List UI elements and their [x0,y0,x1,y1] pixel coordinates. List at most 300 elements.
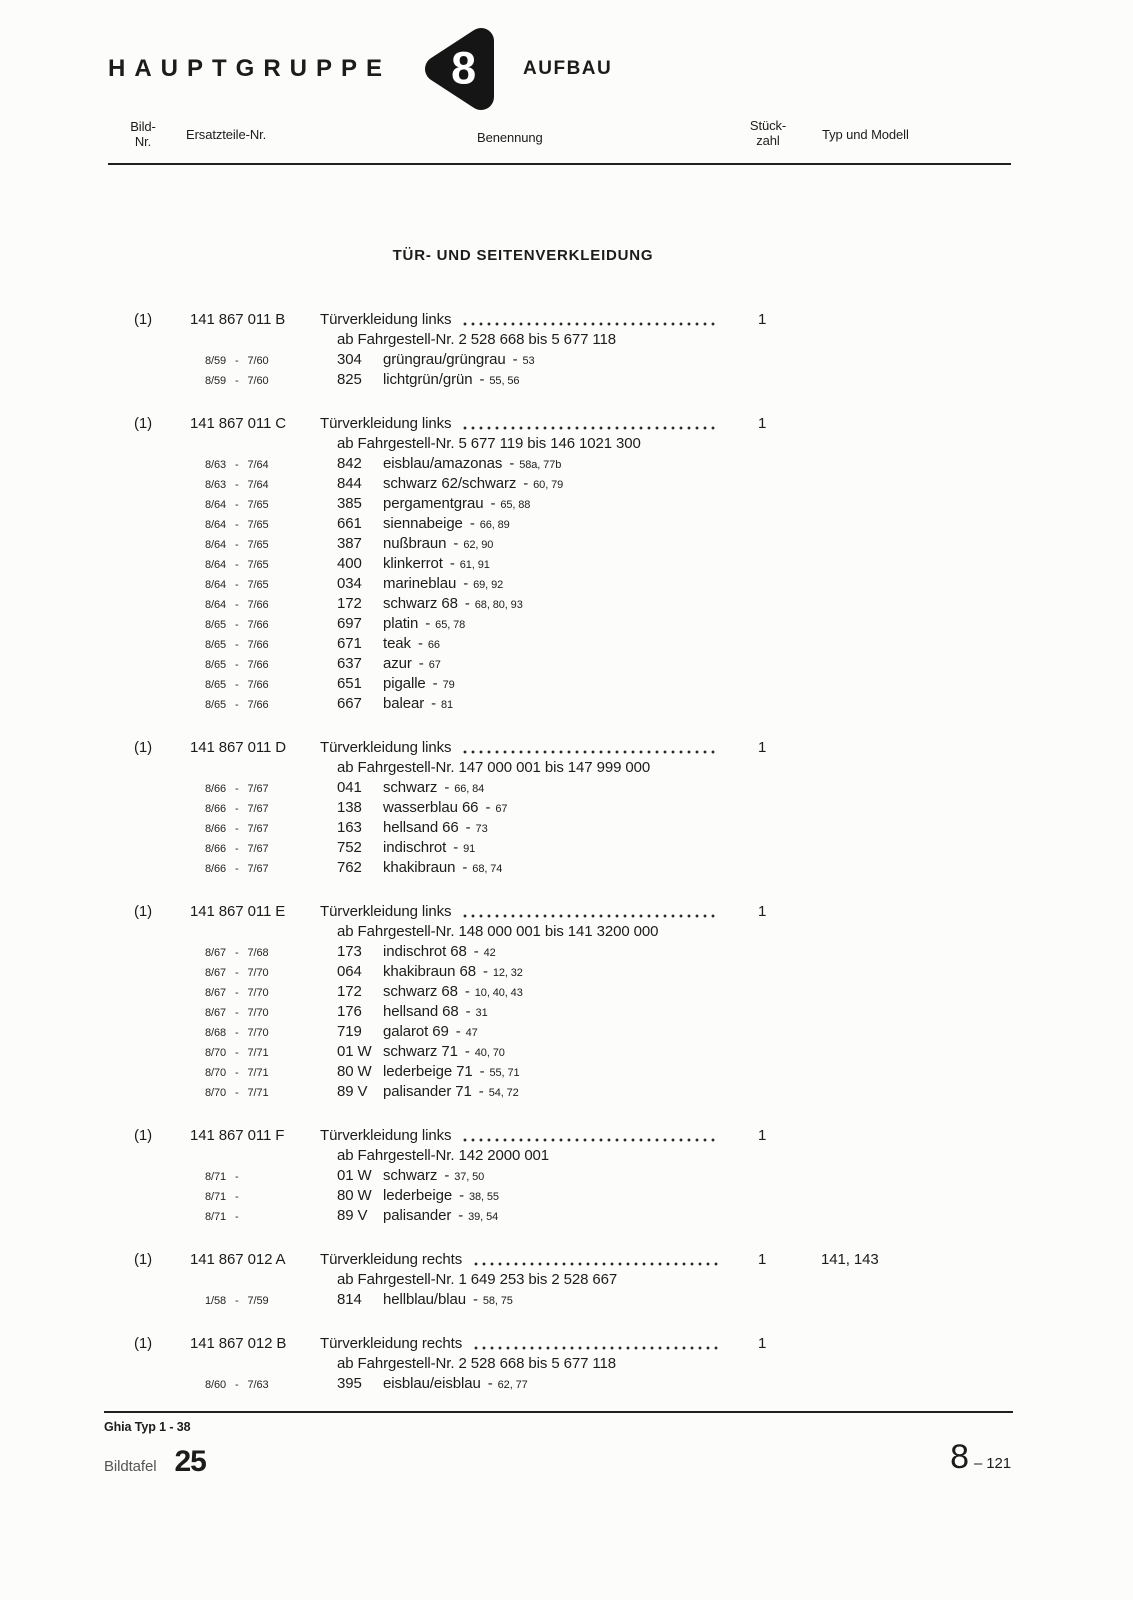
suffix-dash: - [444,779,450,796]
part-main-row [108,738,1038,758]
page-reference [950,1438,1011,1477]
seat-refs: 67 [428,659,441,671]
seat-refs: 67 [495,803,508,815]
seat-refs: 55, 56 [489,375,520,387]
color-name: lederbeige [383,1187,453,1204]
chassis-range: ab Fahrgestell-Nr. 1 649 253 bis 2 528 667 [337,1271,618,1288]
date-range: 8/67 - 7/70 [205,1007,269,1019]
part-number: 141 867 012 B [190,1335,287,1352]
suffix-dash: - [512,351,518,368]
color-name: nußbraun [383,535,447,552]
suffix-dash: - [458,1207,464,1224]
quantity: 1 [758,1251,767,1268]
color-name: lichtgrün/grün [383,371,473,388]
color-code: 80 W [337,1063,372,1080]
seat-refs: 65, 78 [435,619,466,631]
chassis-range: ab Fahrgestell-Nr. 142 2000 001 [337,1147,550,1164]
color-variant-list [108,778,1038,878]
color-name: siennabeige [383,515,463,532]
seat-refs: 37, 50 [454,1171,485,1183]
date-range: 8/70 - 7/71 [205,1067,269,1079]
color-code: 89 V [337,1083,368,1100]
seat-refs: 40, 70 [474,1047,505,1059]
part-main-row [108,902,1038,922]
date-range: 8/66 - 7/67 [205,843,269,855]
date-range: 8/67 - 7/68 [205,947,269,959]
chassis-row [108,434,1038,454]
date-range: 8/67 - 7/70 [205,987,269,999]
footer-model-line: Ghia Typ 1 - 38 [104,1420,191,1434]
quantity: 1 [758,311,767,328]
color-variant-row [108,554,1038,574]
bild-nr: (1) [134,1335,153,1352]
date-range: 8/65 - 7/66 [205,699,269,711]
color-code: 719 [337,1023,362,1040]
date-range: 8/64 - 7/65 [205,539,269,551]
date-range: 8/66 - 7/67 [205,823,269,835]
part-entry [108,902,1038,1102]
color-name: eisblau/eisblau [383,1375,481,1392]
part-name-text: Türverkleidung rechts [320,1335,463,1352]
color-name: khakibraun 68 [383,963,476,980]
suffix-dash: - [425,615,431,632]
color-name: hellblau/blau [383,1291,466,1308]
date-range: 8/64 - 7/65 [205,519,269,531]
date-range: 8/59 - 7/60 [205,355,269,367]
column-header-stueck-line1: Stück- [749,118,787,133]
part-name-text: Türverkleidung links [320,903,452,920]
date-range: 8/65 - 7/66 [205,679,269,691]
color-code: 697 [337,615,362,632]
bildtafel-number: 25 [174,1445,206,1478]
color-code: 825 [337,371,362,388]
part-main-row [108,1250,1038,1270]
seat-refs: 62, 90 [463,539,494,551]
suffix-dash: - [418,655,424,672]
date-range: 8/70 - 7/71 [205,1047,269,1059]
date-range: 8/71 - [205,1171,239,1183]
seat-refs: 47 [465,1027,478,1039]
seat-refs: 73 [475,823,488,835]
color-code: 80 W [337,1187,372,1204]
color-name: pigalle [383,675,426,692]
color-variant-list [108,454,1038,714]
part-name-text: Türverkleidung links [320,415,452,432]
group-number-badge [421,24,497,114]
color-code: 064 [337,963,362,980]
color-variant-list [108,1166,1038,1226]
color-variant-row [108,838,1038,858]
chassis-row [108,330,1038,350]
part-main-row [108,414,1038,434]
part-name-text: Türverkleidung links [320,739,452,756]
color-code: 671 [337,635,362,652]
color-code: 395 [337,1375,362,1392]
seat-refs: 12, 32 [492,967,523,979]
color-name: schwarz [383,779,438,796]
part-name [320,1334,726,1354]
column-header-stueckzahl [740,118,796,148]
part-number: 141 867 011 E [190,903,286,920]
chassis-row [108,1354,1038,1374]
seat-refs: 66, 89 [479,519,510,531]
color-code: 387 [337,535,362,552]
color-variant-row [108,1166,1038,1186]
date-range: 8/70 - 7/71 [205,1087,269,1099]
color-name: balear [383,695,425,712]
color-code: 651 [337,675,362,692]
column-header-typ-und-modell: Typ und Modell [822,127,909,142]
quantity: 1 [758,903,767,920]
color-code: 842 [337,455,362,472]
color-variant-row [108,534,1038,554]
date-range: 8/64 - 7/65 [205,579,269,591]
date-range: 8/71 - [205,1211,239,1223]
seat-refs: 66, 84 [454,783,485,795]
color-code: 661 [337,515,362,532]
chassis-row [108,1270,1038,1290]
chassis-row [108,1146,1038,1166]
color-name: schwarz [383,1167,438,1184]
part-entry [108,1334,1038,1394]
suffix-dash: - [490,495,496,512]
suffix-dash: - [453,535,459,552]
color-name: wasserblau 66 [383,799,479,816]
suffix-dash: - [459,1187,464,1204]
part-entry [108,414,1038,714]
date-range: 8/66 - 7/67 [205,803,269,815]
seat-refs: 39, 54 [468,1211,499,1223]
date-range: 8/67 - 7/70 [205,967,269,979]
color-variant-row [108,514,1038,534]
entries-list [108,310,1038,1394]
suffix-dash: - [417,635,423,652]
dotted-leader [474,1346,718,1350]
color-variant-list [108,350,1038,390]
date-range: 8/64 - 7/66 [205,599,269,611]
page-group-number: 8 [950,1438,969,1476]
color-variant-row [108,982,1038,1002]
bild-nr: (1) [134,311,153,328]
color-code: 844 [337,475,362,492]
part-name [320,414,726,434]
color-name: lederbeige 71 [383,1063,473,1080]
date-range: 8/65 - 7/66 [205,639,269,651]
seat-refs: 62, 77 [497,1379,528,1391]
dotted-leader [463,750,718,754]
suffix-dash: - [479,371,485,388]
bild-nr: (1) [134,739,153,756]
color-variant-row [108,634,1038,654]
color-variant-row [108,858,1038,878]
chassis-range: ab Fahrgestell-Nr. 2 528 668 bis 5 677 118 [337,1355,617,1372]
column-header-bild-line2: Nr. [134,134,152,149]
color-variant-row [108,942,1038,962]
part-main-row [108,310,1038,330]
color-variant-row [108,594,1038,614]
header-rule [108,163,1011,165]
part-name [320,738,726,758]
suffix-dash: - [455,1023,461,1040]
suffix-dash: - [487,1375,493,1392]
bild-nr: (1) [134,415,153,432]
part-name [320,902,726,922]
seat-refs: 68, 74 [472,863,503,875]
color-name: schwarz 71 [383,1043,458,1060]
color-name: indischrot [383,839,447,856]
date-range: 8/65 - 7/66 [205,659,269,671]
color-code: 041 [337,779,362,796]
color-code: 762 [337,859,362,876]
chassis-row [108,758,1038,778]
color-code: 385 [337,495,362,512]
seat-refs: 81 [441,699,454,711]
suffix-dash: - [464,983,470,1000]
color-name: khakibraun [383,859,456,876]
color-name: azur [383,655,412,672]
part-main-row [108,1126,1038,1146]
part-name-text: Türverkleidung links [320,311,452,328]
date-range: 8/59 - 7/60 [205,375,269,387]
suffix-dash: - [465,1003,471,1020]
date-range: 8/64 - 7/65 [205,559,269,571]
seat-refs: 54, 72 [488,1087,519,1099]
suffix-dash: - [463,575,469,592]
dotted-leader [474,1262,718,1266]
parts-table [108,247,1038,1418]
date-range: 8/64 - 7/65 [205,499,269,511]
color-name: palisander [383,1207,452,1224]
color-code: 173 [337,943,362,960]
color-name: platin [383,615,419,632]
seat-refs: 31 [475,1007,488,1019]
chassis-range: ab Fahrgestell-Nr. 2 528 668 bis 5 677 118 [337,331,617,348]
color-variant-row [108,370,1038,390]
color-variant-row [108,1374,1038,1394]
color-variant-row [108,614,1038,634]
bild-nr: (1) [134,1127,153,1144]
color-code: 304 [337,351,362,368]
type-model: 141, 143 [821,1251,879,1268]
seat-refs: 42 [483,947,496,959]
color-name: indischrot 68 [383,943,467,960]
color-variant-list [108,942,1038,1102]
color-code: 01 W [337,1167,372,1184]
part-name [320,1250,726,1270]
color-variant-row [108,454,1038,474]
part-name-text: Türverkleidung links [320,1127,452,1144]
color-name: grüngrau/grüngrau [383,351,506,368]
bild-nr: (1) [134,903,153,920]
color-name: galarot 69 [383,1023,449,1040]
suffix-dash: - [444,1167,450,1184]
bild-nr: (1) [134,1251,153,1268]
section-title: TÜR- UND SEITENVERKLEIDUNG [392,247,654,264]
suffix-dash: - [431,695,437,712]
color-name: pergamentgrau [383,495,484,512]
color-variant-row [108,1062,1038,1082]
quantity: 1 [758,739,767,756]
suffix-dash: - [469,515,475,532]
date-range: 8/66 - 7/67 [205,783,269,795]
color-name: schwarz 62/schwarz [383,475,517,492]
group-number: 8 [451,42,477,94]
color-variant-row [108,1290,1038,1310]
chassis-range: ab Fahrgestell-Nr. 148 000 001 bis 141 3200 000 [337,923,659,940]
part-number: 141 867 011 D [190,739,287,756]
color-variant-row [108,1186,1038,1206]
color-name: schwarz 68 [383,595,458,612]
part-entry [108,738,1038,878]
color-variant-row [108,962,1038,982]
suffix-dash: - [453,839,459,856]
color-name: schwarz 68 [383,983,458,1000]
color-code: 667 [337,695,362,712]
suffix-dash: - [465,819,471,836]
suffix-dash: - [482,963,488,980]
seat-refs: 60, 79 [533,479,564,491]
color-variant-row [108,1002,1038,1022]
part-number: 141 867 011 C [190,415,287,432]
date-range: 8/60 - 7/63 [205,1379,269,1391]
part-entry [108,1250,1038,1310]
date-range: 8/68 - 7/70 [205,1027,269,1039]
seat-refs: 91 [463,843,476,855]
seat-refs: 58a, 77b [519,459,562,471]
color-variant-row [108,474,1038,494]
seat-refs: 58, 75 [482,1295,513,1307]
color-code: 163 [337,819,362,836]
seat-refs: 68, 80, 93 [474,599,523,611]
color-variant-row [108,574,1038,594]
part-number: 141 867 011 F [190,1127,285,1144]
seat-refs: 65, 88 [500,499,531,511]
seat-refs: 38, 55 [468,1191,499,1203]
color-variant-row [108,694,1038,714]
masthead [108,24,612,114]
suffix-dash: - [462,859,468,876]
dotted-leader [463,1138,718,1142]
main-group-label: HAUPTGRUPPE [108,55,392,82]
suffix-dash: - [473,943,479,960]
part-name [320,310,726,330]
part-name-text: Türverkleidung rechts [320,1251,463,1268]
suffix-dash: - [509,455,515,472]
date-range: 8/63 - 7/64 [205,479,269,491]
column-header-ersatzteile-nr: Ersatzteile-Nr. [186,127,267,142]
column-header-bild-line1: Bild- [130,119,156,134]
seat-refs: 10, 40, 43 [474,987,523,999]
color-code: 637 [337,655,362,672]
color-code: 01 W [337,1043,372,1060]
color-variant-row [108,1042,1038,1062]
quantity: 1 [758,1335,767,1352]
part-number: 141 867 012 A [190,1251,286,1268]
color-code: 172 [337,983,362,1000]
color-variant-row [108,1206,1038,1226]
color-code: 400 [337,555,362,572]
color-variant-row [108,350,1038,370]
page-number: – 121 [973,1455,1011,1472]
quantity: 1 [758,1127,767,1144]
suffix-dash: - [485,799,491,816]
part-entry [108,310,1038,390]
color-variant-list [108,1290,1038,1310]
seat-refs: 66 [427,639,440,651]
date-range: 8/66 - 7/67 [205,863,269,875]
dotted-leader [463,426,718,430]
color-variant-row [108,798,1038,818]
color-variant-row [108,674,1038,694]
seat-refs: 69, 92 [473,579,504,591]
color-code: 176 [337,1003,362,1020]
part-entry [108,1126,1038,1226]
color-variant-row [108,1022,1038,1042]
color-code: 89 V [337,1207,368,1224]
date-range: 1/58 - 7/59 [205,1295,269,1307]
color-code: 034 [337,575,362,592]
chassis-range: ab Fahrgestell-Nr. 5 677 119 bis 146 1021 300 [337,435,641,452]
bildtafel-label: Bildtafel [104,1458,157,1475]
date-range: 8/71 - [205,1191,239,1203]
color-name: palisander 71 [383,1083,472,1100]
color-name: eisblau/amazonas [383,455,503,472]
suffix-dash: - [478,1083,484,1100]
suffix-dash: - [464,595,470,612]
color-name: hellsand 68 [383,1003,459,1020]
color-code: 752 [337,839,362,856]
suffix-dash: - [464,1043,470,1060]
suffix-dash: - [449,555,455,572]
seat-refs: 53 [522,355,535,367]
color-name: marineblau [383,575,457,592]
section-label: AUFBAU [523,58,613,79]
seat-refs: 79 [442,679,455,691]
color-variant-row [108,654,1038,674]
color-name: teak [383,635,411,652]
seat-refs: 55, 71 [489,1067,520,1079]
quantity: 1 [758,415,767,432]
color-variant-row [108,1082,1038,1102]
color-name: hellsand 66 [383,819,459,836]
color-variant-row [108,494,1038,514]
color-code: 814 [337,1291,362,1308]
date-range: 8/63 - 7/64 [205,459,269,471]
color-code: 138 [337,799,362,816]
column-header-stueck-line2: zahl [756,133,780,148]
suffix-dash: - [479,1063,485,1080]
color-variant-row [108,818,1038,838]
color-name: klinkerrot [383,555,443,572]
part-number: 141 867 011 B [190,311,286,328]
color-variant-list [108,1374,1038,1394]
part-main-row [108,1334,1038,1354]
color-variant-row [108,778,1038,798]
footer-rule [104,1411,1013,1413]
footer-bildtafel [104,1445,206,1479]
suffix-dash: - [432,675,438,692]
dotted-leader [463,322,718,326]
column-header-bild-nr [118,119,168,149]
color-code: 172 [337,595,362,612]
part-name [320,1126,726,1146]
seat-refs: 61, 91 [459,559,490,571]
chassis-range: ab Fahrgestell-Nr. 147 000 001 bis 147 999 000 [337,759,651,776]
column-header-benennung: Benennung [477,130,543,145]
dotted-leader [463,914,718,918]
suffix-dash: - [523,475,529,492]
suffix-dash: - [472,1291,478,1308]
